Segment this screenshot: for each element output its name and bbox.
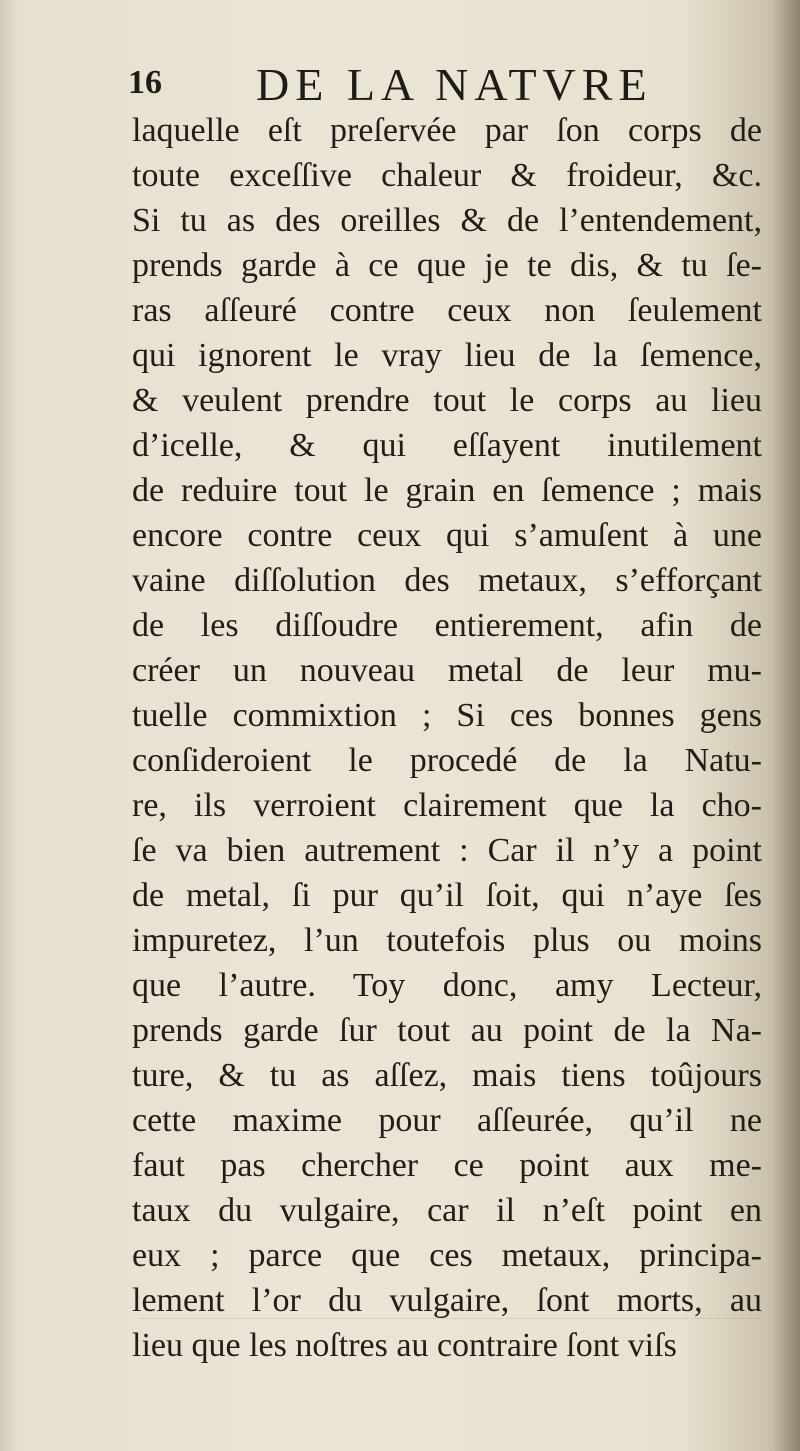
- text-line: d’icelle, & qui eſſayent inutilement: [132, 427, 762, 464]
- text-line: que l’autre. Toy donc, amy Lecteur,: [132, 967, 762, 1004]
- text-line: toute exceſſive chaleur & froideur, &c.: [132, 157, 762, 194]
- text-line: de les diſſoudre entierement, afin de: [132, 607, 762, 644]
- text-line: de reduire tout le grain en ſemence ; mais: [132, 472, 762, 509]
- text-line: ras aſſeuré contre ceux non ſeulement: [132, 292, 762, 329]
- running-head: DE LA NATVRE: [256, 59, 653, 110]
- body-text: [132, 108, 762, 1368]
- text-line: re, ils verroient clairement que la cho-: [132, 787, 762, 824]
- text-line: encore contre ceux qui s’amuſent à une: [132, 517, 762, 554]
- text-line: ture, & tu as aſſez, mais tiens toûjours: [132, 1057, 762, 1094]
- text-line: lieu que les noſtres au contraire ſont viſs: [132, 1327, 677, 1364]
- text-line: prends garde ſur tout au point de la Na-: [132, 1012, 762, 1049]
- page-left-edge: [0, 0, 18, 1451]
- text-line: qui ignorent le vray lieu de la ſemence,: [132, 337, 762, 374]
- text-line: cette maxime pour aſſeurée, qu’il ne: [132, 1102, 762, 1139]
- text-line: ſe va bien autrement : Car il n’y a point: [132, 832, 762, 869]
- text-line: Si tu as des oreilles & de l’entendement,: [132, 202, 762, 239]
- page-bottom-marks: [140, 1318, 760, 1337]
- text-line: conſideroient le procedé de la Natu-: [132, 742, 762, 779]
- spine-shadow: [772, 0, 800, 1451]
- text-line: faut pas chercher ce point aux me-: [132, 1147, 762, 1184]
- text-line: de metal, ſi pur qu’il ſoit, qui n’aye ſes: [132, 877, 762, 914]
- text-line: prends garde à ce que je te dis, & tu ſe-: [132, 247, 762, 284]
- text-line: lement l’or du vulgaire, ſont morts, au: [132, 1282, 762, 1319]
- text-line: & veulent prendre tout le corps au lieu: [132, 382, 762, 419]
- text-line: créer un nouveau metal de leur mu-: [132, 652, 762, 689]
- text-line: laquelle eſt preſervée par ſon corps de: [132, 112, 762, 149]
- text-line: taux du vulgaire, car il n’eſt point en: [132, 1192, 762, 1229]
- text-line: impuretez, l’un toutefois plus ou moins: [132, 922, 762, 959]
- page-number: 16: [128, 64, 162, 101]
- text-line: eux ; parce que ces metaux, principa-: [132, 1237, 762, 1274]
- text-line: tuelle commixtion ; Si ces bonnes gens: [132, 697, 762, 734]
- text-line: vaine diſſolution des metaux, s’efforçant: [132, 562, 762, 599]
